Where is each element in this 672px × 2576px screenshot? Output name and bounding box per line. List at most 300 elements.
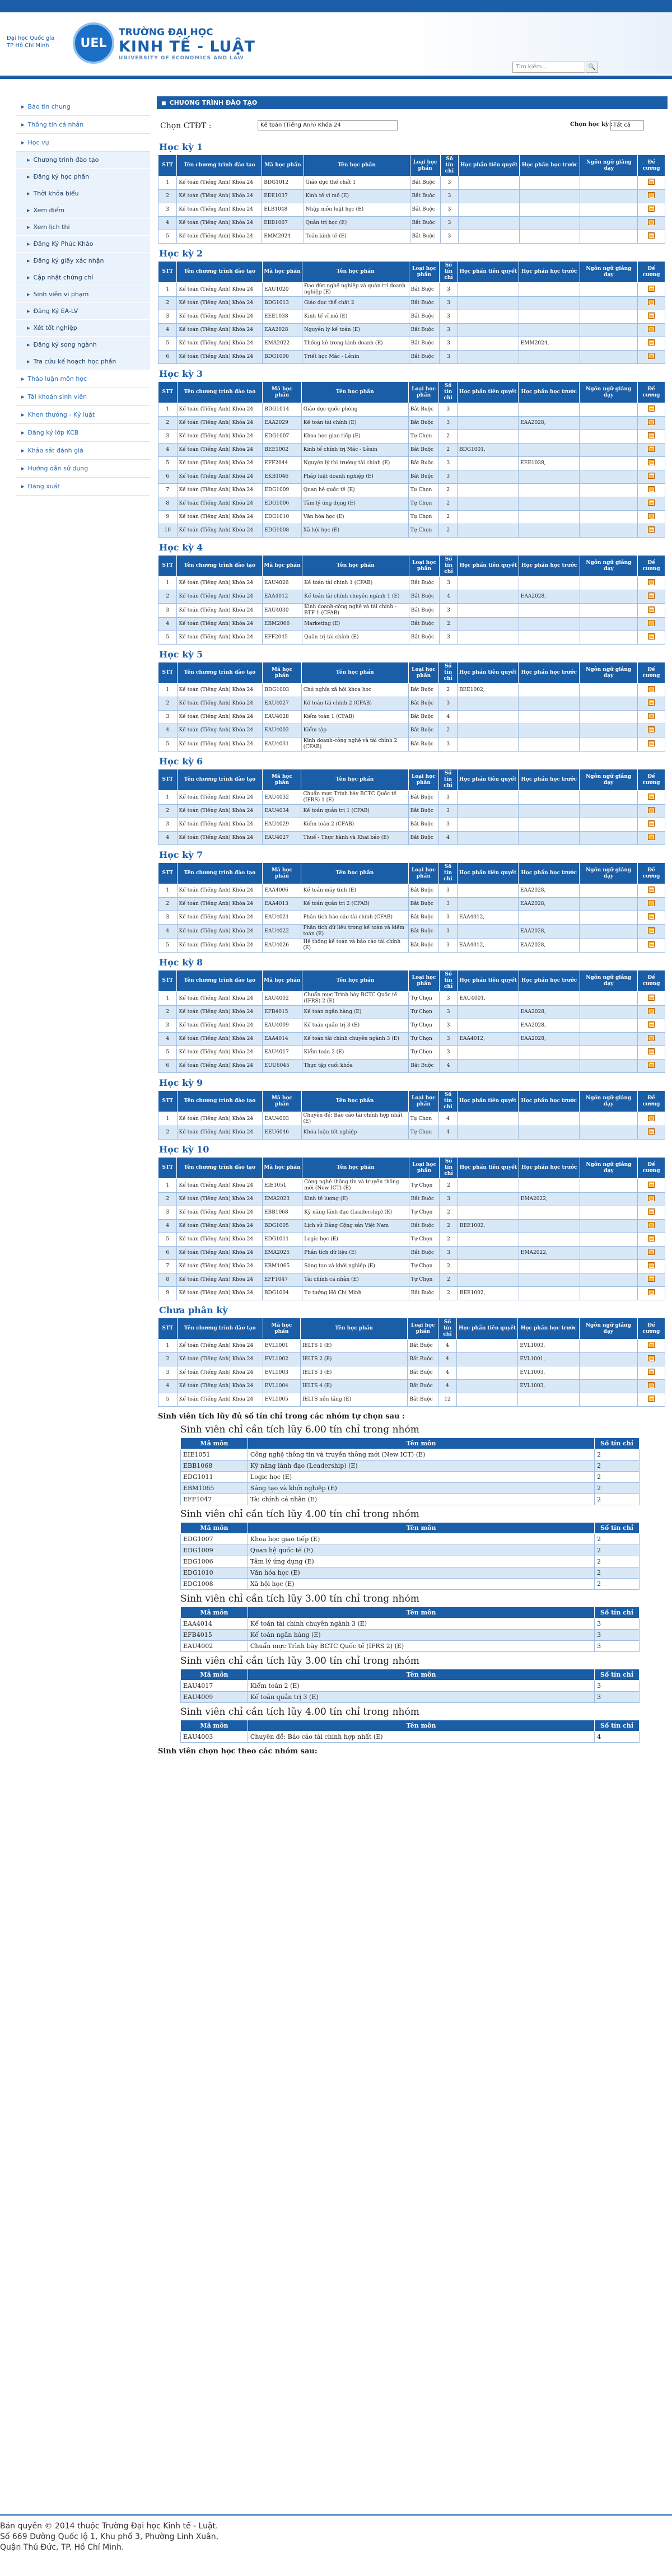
table-cell: EDG1008 (263, 524, 301, 538)
syllabus-icon[interactable] (648, 473, 655, 479)
syllabus-icon[interactable] (648, 1355, 655, 1361)
table-cell: 2 (440, 1233, 458, 1247)
table-cell: Chuẩn mực Trình bày BCTC Quốc tế (IFRS 2) (E) (248, 1641, 594, 1652)
table-cell: Nguyên lý kế toán (E) (302, 324, 409, 337)
table-cell: Bắt Buộc (408, 1366, 438, 1380)
table-cell: Kinh tế lượng (E) (302, 1193, 409, 1206)
table-cell (457, 791, 518, 805)
syllabus-icon[interactable] (648, 1262, 655, 1268)
table-cell: Bắt Buộc (409, 324, 439, 337)
sidebar-item[interactable]: ▸ Đăng ký học phần (16, 169, 150, 185)
semester-table (158, 261, 665, 364)
table-cell: Bắt Buộc (408, 417, 439, 430)
syllabus-icon[interactable] (648, 326, 655, 332)
table-cell: EEE1038, (519, 457, 580, 470)
table-cell: 5 (158, 631, 177, 645)
table-cell: Chuẩn mực Trình bày BCTC Quốc tế (IFRS) 1 (E) (301, 791, 408, 805)
syllabus-icon[interactable] (648, 1021, 655, 1028)
syllabus-icon[interactable] (648, 1222, 655, 1228)
column-header: Số tín chỉ (439, 769, 458, 791)
table-cell: Bắt Buộc (410, 230, 440, 244)
column-header: Loại học phần (408, 863, 439, 884)
sidebar-item[interactable]: ▸ Xét tốt nghiệp (16, 320, 150, 337)
search-input[interactable]: Tìm kiếm... (512, 62, 585, 73)
syllabus-cell (638, 283, 665, 297)
syllabus-icon[interactable] (648, 900, 655, 906)
sidebar-item[interactable]: ▸ Hướng dẫn sử dụng (16, 460, 150, 478)
syllabus-cell (637, 497, 665, 511)
table-cell: EAA2028 (262, 324, 302, 337)
table-cell: BEE1002 (263, 444, 301, 457)
table-row (158, 310, 665, 324)
table-cell (580, 310, 637, 324)
syllabus-icon[interactable] (648, 807, 655, 813)
syllabus-icon[interactable] (648, 1035, 655, 1041)
table-cell: Kế toán (Tiếng Anh) Khóa 24 (177, 1046, 263, 1060)
table-cell: 4 (439, 1060, 458, 1073)
table-cell (519, 911, 580, 925)
syllabus-icon[interactable] (648, 419, 655, 425)
sidebar-item[interactable]: ▸ Xem lịch thi (16, 219, 150, 236)
table-cell: Kinh tế chính trị Mác - Lênin (301, 444, 408, 457)
sidebar-item[interactable]: ▸ Đăng xuất (16, 478, 150, 496)
table-cell (519, 724, 580, 738)
table-cell: EIE1051 (262, 1179, 302, 1193)
table-cell: EMA2025 (262, 1247, 302, 1260)
table-cell: EAA2028, (519, 590, 580, 604)
column-header: Số tín chỉ (440, 1158, 458, 1179)
ctdt-select[interactable]: Kế toán (Tiếng Anh) Khóa 24 (258, 120, 398, 130)
table-cell: Bắt Buộc (408, 444, 439, 457)
syllabus-icon[interactable] (648, 1115, 655, 1121)
uel-logo[interactable]: UEL (73, 22, 114, 64)
table-cell: 3 (439, 939, 458, 953)
table-cell: 3 (158, 310, 177, 324)
syllabus-icon[interactable] (648, 713, 655, 719)
column-header: Loại học phần (408, 1091, 439, 1112)
table-cell (519, 618, 580, 631)
syllabus-icon[interactable] (648, 312, 655, 319)
group-column-header: Tên môn (248, 1720, 594, 1732)
syllabus-icon[interactable] (648, 232, 655, 239)
semester-title: Học kỳ 4 (159, 542, 203, 553)
table-cell: Công nghệ thông tin và truyền thông mới (New ICT) (E) (302, 1179, 409, 1193)
table-cell: 4 (439, 1126, 458, 1140)
table-cell: Kế toán tài chính (E) (301, 417, 408, 430)
syllabus-icon[interactable] (648, 353, 655, 359)
table-cell (580, 911, 638, 925)
table-cell: Kế toán (Tiếng Anh) Khóa 24 (177, 631, 262, 645)
table-cell: Kế toán (Tiếng Anh) Khóa 24 (177, 1247, 262, 1260)
table-row (181, 1630, 640, 1641)
column-header: Loại học phần (408, 769, 439, 791)
syllabus-icon[interactable] (648, 432, 655, 438)
syllabus-icon[interactable] (648, 834, 655, 840)
syllabus-icon[interactable] (648, 1008, 655, 1014)
sidebar-item[interactable]: ▸ Thông tin cá nhân (16, 116, 150, 134)
table-cell: Chuyên đề: Báo cáo tài chính hợp nhất (E) (301, 1112, 408, 1126)
table-cell: 3 (439, 898, 458, 911)
table-cell: 3 (439, 470, 458, 484)
sidebar-item[interactable]: ▸ Tra cứu kế hoạch học phần (16, 353, 150, 370)
table-cell: 3 (439, 1033, 458, 1046)
semester-table (158, 662, 665, 752)
sidebar-item[interactable]: ▸ Đăng ký song ngành (16, 337, 150, 353)
table-cell (580, 1260, 637, 1273)
table-row (158, 1006, 665, 1019)
table-cell: Kinh doanh-công nghệ và tài chính - BTF 1 (CFAB) (302, 604, 409, 618)
column-header: Học phần học trước (519, 1091, 580, 1112)
table-cell: 3 (158, 1206, 177, 1220)
table-row (181, 1641, 640, 1652)
syllabus-icon[interactable] (648, 579, 655, 585)
table-cell (519, 351, 580, 364)
column-header: Số tín chỉ (439, 970, 458, 992)
table-cell: 3 (440, 1193, 458, 1206)
table-cell: Bắt Buộc (408, 884, 439, 898)
table-cell: 2 (595, 1472, 640, 1483)
table-cell: 2 (439, 684, 458, 697)
table-cell (459, 203, 519, 217)
table-cell (580, 884, 638, 898)
table-row (181, 1449, 640, 1460)
syllabus-icon[interactable] (648, 606, 655, 613)
table-cell: 3 (439, 818, 458, 832)
column-header: Số tín chỉ (439, 863, 458, 884)
table-cell: Kế toán (Tiếng Anh) Khóa 24 (177, 1220, 262, 1233)
table-cell (580, 898, 638, 911)
table-cell: Nguyên lý thị trường tài chính (E) (301, 457, 408, 470)
table-cell: Kiểm toán 2 (CFAB) (301, 818, 408, 832)
table-cell: Kế toán (Tiếng Anh) Khóa 24 (177, 351, 263, 364)
table-cell: 3 (440, 297, 458, 310)
syllabus-icon[interactable] (648, 1289, 655, 1295)
sidebar-item[interactable]: ▸ Thời khóa biểu (16, 185, 150, 202)
table-row (181, 1460, 640, 1472)
syllabus-icon[interactable] (648, 513, 655, 519)
table-cell (458, 484, 519, 497)
table-cell: Kế toán (Tiếng Anh) Khóa 24 (177, 403, 263, 417)
table-cell (458, 1273, 519, 1287)
table-cell: 1 (158, 992, 177, 1006)
table-cell: EDG1010 (263, 511, 301, 524)
syllabus-icon[interactable] (648, 1369, 655, 1375)
sidebar-item[interactable]: ▸ Đăng Ký Phúc Khảo (16, 236, 150, 253)
table-cell: 1 (158, 1340, 178, 1353)
syllabus-icon[interactable] (648, 526, 655, 533)
table-cell: IELTS nền tảng (E) (300, 1393, 408, 1407)
syllabus-icon[interactable] (648, 794, 655, 800)
table-cell: 7 (158, 1260, 177, 1273)
column-header: Học phần học trước (519, 769, 580, 791)
table-cell (458, 417, 519, 430)
syllabus-icon[interactable] (648, 1182, 655, 1188)
column-header: STT (158, 262, 177, 283)
table-cell: 2 (440, 618, 458, 631)
table-cell (458, 590, 519, 604)
table-cell (458, 337, 519, 351)
table-row (158, 444, 665, 457)
table-cell: 12 (438, 1393, 457, 1407)
table-row (181, 1579, 640, 1590)
table-cell (519, 484, 580, 497)
column-header: Ngôn ngữ giảng dạy (580, 155, 638, 176)
syllabus-icon[interactable] (648, 286, 655, 292)
semester-table (158, 1090, 665, 1140)
table-cell: EAA2028, (519, 417, 580, 430)
table-row (158, 738, 665, 752)
table-cell: Kế toán (Tiếng Anh) Khóa 24 (177, 470, 263, 484)
column-header: Ngôn ngữ giảng dạy (580, 1091, 638, 1112)
syllabus-icon[interactable] (648, 299, 655, 305)
syllabus-icon[interactable] (648, 192, 655, 198)
table-cell: 10 (158, 524, 178, 538)
table-cell (458, 631, 519, 645)
syllabus-icon[interactable] (648, 500, 655, 506)
table-cell: EEE1037 (262, 190, 304, 203)
table-cell (457, 884, 518, 898)
table-cell: 2 (158, 417, 178, 430)
column-header: Tên chương trình đào tạo (177, 1318, 263, 1340)
syllabus-icon[interactable] (648, 1235, 655, 1242)
table-row (158, 1193, 665, 1206)
syllabus-icon[interactable] (648, 405, 655, 412)
table-cell (519, 1206, 580, 1220)
table-cell: EAA2028, (519, 1019, 580, 1033)
column-header: Đề cương (638, 1091, 665, 1112)
column-header: Mã học phần (263, 1318, 300, 1340)
column-header: Đề cương (638, 1158, 665, 1179)
syllabus-icon[interactable] (648, 446, 655, 452)
sidebar-item[interactable]: ▸ Đăng Ký EA-LV (16, 303, 150, 320)
table-cell: EAA4012, (458, 1033, 519, 1046)
syllabus-icon[interactable] (648, 927, 655, 934)
sidebar-item[interactable]: ▸ Xem điểm (16, 202, 150, 219)
table-cell: Kế toán (Tiếng Anh) Khóa 24 (177, 444, 263, 457)
column-header: Loại học phần (409, 970, 440, 992)
table-cell: Công nghệ thông tin và truyền thông mới (New ICT) (E) (248, 1449, 594, 1460)
table-cell: EAA2028, (519, 925, 580, 939)
table-cell: EAA2029 (263, 417, 301, 430)
syllabus-icon[interactable] (648, 339, 655, 346)
syllabus-icon[interactable] (648, 740, 655, 746)
column-header: STT (158, 155, 177, 176)
column-header: STT (158, 1091, 178, 1112)
table-cell: Bắt Buộc (408, 805, 439, 818)
table-cell: EVL1003 (263, 1366, 300, 1380)
table-cell: Tự Chọn (409, 1260, 439, 1273)
semester-select[interactable]: Tất cả (610, 120, 644, 130)
syllabus-icon[interactable] (648, 1208, 655, 1215)
table-row (158, 497, 665, 511)
table-cell (519, 524, 580, 538)
syllabus-icon[interactable] (648, 913, 655, 920)
syllabus-icon[interactable] (648, 1062, 655, 1068)
table-cell: 2 (439, 484, 458, 497)
syllabus-icon[interactable] (648, 592, 655, 599)
sidebar-item[interactable]: ▸ Đăng ký giấy xác nhận (16, 253, 150, 269)
table-cell: Tự Chọn (409, 992, 440, 1006)
group-title: Sinh viên chỉ cần tích lũy 6.00 tín chỉ trong nhóm (180, 1424, 419, 1435)
column-header: Học phần học trước (519, 262, 580, 283)
table-cell: 3 (439, 791, 458, 805)
semester-title: Học kỳ 6 (159, 756, 203, 767)
syllabus-icon[interactable] (648, 1128, 655, 1135)
table-cell: 2 (158, 190, 177, 203)
main-content (157, 96, 668, 1758)
table-cell (580, 1112, 638, 1126)
syllabus-icon[interactable] (648, 820, 655, 827)
table-cell: Tài chính cá nhân (E) (302, 1273, 409, 1287)
table-row (158, 911, 665, 925)
table-cell: Kế toán (Tiếng Anh) Khóa 24 (177, 497, 263, 511)
table-cell: Tự Chọn (408, 497, 439, 511)
table-cell: Bắt Buộc (408, 925, 439, 939)
column-header: Tên chương trình đào tạo (177, 1091, 263, 1112)
syllabus-icon[interactable] (648, 1342, 655, 1348)
table-cell (458, 738, 519, 752)
sidebar-item[interactable]: ▸ Sinh viên vi phạm (16, 286, 150, 303)
syllabus-icon[interactable] (648, 1396, 655, 1402)
table-cell: Văn hóa học (E) (301, 511, 408, 524)
table-cell (580, 470, 638, 484)
table-cell (458, 430, 519, 444)
table-row (158, 230, 665, 244)
column-header: Học phần học trước (519, 155, 580, 176)
syllabus-icon[interactable] (648, 726, 655, 732)
table-cell: EAU4002 (263, 724, 301, 738)
column-header: Học phần tiên quyết (457, 1091, 518, 1112)
syllabus-icon[interactable] (648, 1195, 655, 1201)
syllabus-icon[interactable] (648, 1276, 655, 1282)
group-column-header: Mã môn (181, 1607, 248, 1618)
syllabus-cell (637, 484, 665, 497)
syllabus-icon[interactable] (648, 620, 655, 626)
syllabus-icon[interactable] (648, 699, 655, 706)
column-header: Số tín chỉ (439, 1091, 458, 1112)
table-row (158, 577, 665, 590)
syllabus-icon[interactable] (648, 459, 655, 465)
syllabus-icon[interactable] (648, 941, 655, 948)
syllabus-cell (638, 351, 665, 364)
table-cell: Khoa học giao tiếp (E) (248, 1534, 594, 1545)
sidebar-item[interactable]: ▸ Đăng ký lớp KCB (16, 424, 150, 442)
syllabus-cell (638, 1060, 665, 1073)
sidebar-item[interactable]: ▸ Cập nhật chứng chỉ (16, 269, 150, 286)
syllabus-icon[interactable] (648, 179, 655, 185)
column-header: Học phần học trước (519, 662, 580, 684)
syllabus-icon[interactable] (648, 219, 655, 225)
table-cell (459, 190, 519, 203)
table-cell: EDG1006 (263, 497, 301, 511)
table-row (158, 1206, 665, 1220)
syllabus-icon[interactable] (648, 486, 655, 492)
table-cell: Kế toán (Tiếng Anh) Khóa 24 (177, 297, 263, 310)
group-column-header: Mã môn (181, 1523, 248, 1534)
table-cell (458, 310, 519, 324)
table-cell: 4 (438, 1366, 457, 1380)
sidebar-item[interactable]: ▸ Chương trình đào tạo (16, 152, 150, 169)
column-header: Học phần tiên quyết (458, 1158, 519, 1179)
table-cell: Bắt Buộc (409, 337, 439, 351)
sidebar-item[interactable]: ▸ Thảo luận môn học (16, 370, 150, 388)
syllabus-cell (638, 310, 665, 324)
column-header: Ngôn ngữ giảng dạy (580, 863, 638, 884)
table-cell: Kế toán (Tiếng Anh) Khóa 24 (177, 898, 263, 911)
table-cell: Kinh tế vi mô (E) (304, 190, 410, 203)
table-cell: Phân tích dữ liệu (E) (302, 1247, 409, 1260)
syllabus-icon[interactable] (648, 1382, 655, 1388)
table-row (158, 1220, 665, 1233)
syllabus-cell (637, 470, 665, 484)
table-cell: EDG1007 (181, 1534, 248, 1545)
table-cell (519, 1233, 580, 1247)
table-cell: 3 (439, 697, 458, 711)
table-cell: Marketing (E) (302, 618, 409, 631)
sidebar-item[interactable]: ▸ Khảo sát đánh giá (16, 442, 150, 460)
table-cell: 5 (158, 939, 178, 953)
table-cell (580, 403, 638, 417)
table-cell (580, 631, 637, 645)
table-cell (519, 470, 580, 484)
table-cell: Kế toán (Tiếng Anh) Khóa 24 (177, 337, 263, 351)
table-cell: Kế toán (Tiếng Anh) Khóa 24 (177, 1353, 263, 1366)
syllabus-icon[interactable] (648, 633, 655, 640)
table-cell (458, 283, 519, 297)
column-header: Học phần tiên quyết (458, 262, 519, 283)
column-header: Tên học phần (301, 662, 408, 684)
column-header: Số tín chỉ (439, 382, 458, 403)
table-cell (580, 351, 637, 364)
table-cell: Kế toán quản trị 3 (E) (302, 1019, 409, 1033)
table-cell: EFF2045 (262, 631, 302, 645)
syllabus-cell (638, 604, 665, 618)
column-header: Tên chương trình đào tạo (177, 155, 262, 176)
syllabus-icon[interactable] (648, 1048, 655, 1054)
table-cell: 2 (595, 1449, 640, 1460)
table-cell (519, 430, 580, 444)
syllabus-icon[interactable] (648, 686, 655, 692)
column-header: STT (158, 1158, 177, 1179)
table-cell: 2 (595, 1460, 640, 1472)
sidebar-item[interactable]: ▸ Tài khoản sinh viên (16, 388, 150, 406)
table-cell: 2 (439, 430, 458, 444)
syllabus-icon[interactable] (648, 206, 655, 212)
search-icon[interactable]: 🔍 (586, 62, 598, 73)
sidebar-item[interactable]: ▸ Báo tin chung (16, 98, 150, 116)
table-cell: 3 (158, 203, 177, 217)
table-cell: 6 (158, 1247, 177, 1260)
table-cell (456, 1393, 517, 1407)
syllabus-icon[interactable] (648, 886, 655, 893)
table-cell: Kế toán (Tiếng Anh) Khóa 24 (177, 1273, 262, 1287)
column-header: Số tín chỉ (438, 1318, 457, 1340)
table-cell: Kế toán (Tiếng Anh) Khóa 24 (177, 724, 263, 738)
table-cell: EAU4034 (263, 805, 301, 818)
table-cell (580, 791, 638, 805)
table-cell: EVL1003, (518, 1366, 579, 1380)
syllabus-icon[interactable] (648, 995, 655, 1001)
table-cell (458, 711, 519, 724)
table-row (181, 1472, 640, 1483)
table-cell: 3 (439, 1019, 458, 1033)
sidebar-item[interactable]: ▸ Học vụ (16, 134, 150, 152)
column-header: Mã học phần (263, 970, 302, 992)
footer-line-1: Bản quyền © 2014 thuộc Trường Đại học Kinh tế - Luật. (0, 2522, 218, 2531)
syllabus-icon[interactable] (648, 1249, 655, 1255)
sidebar-item[interactable]: ▸ Khen thưởng - Kỷ luật (16, 406, 150, 424)
table-cell (457, 818, 518, 832)
